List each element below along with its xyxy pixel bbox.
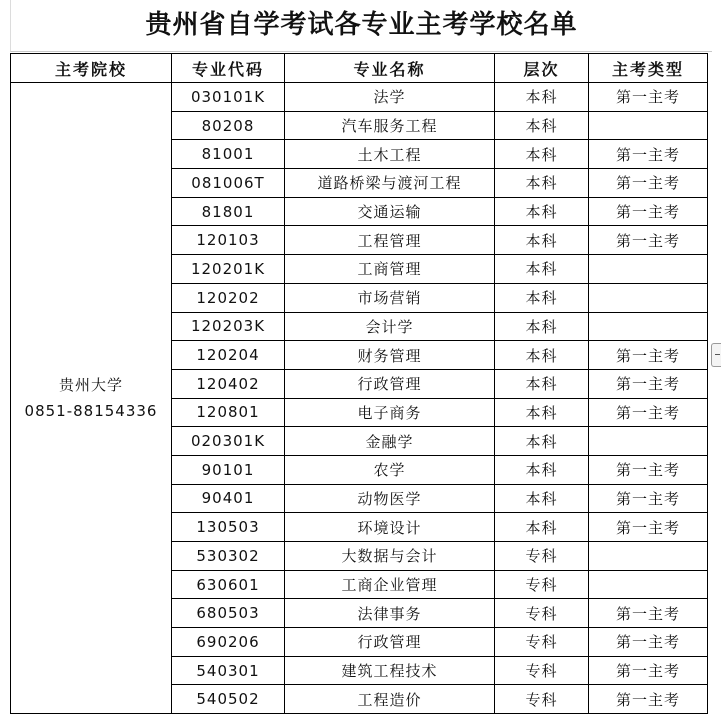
major-name-cell: 工程造价	[285, 685, 495, 714]
level-cell: 本科	[495, 312, 589, 341]
level-cell: 专科	[495, 542, 589, 571]
major-name-cell: 农学	[285, 455, 495, 484]
major-code-cell: 690206	[172, 628, 285, 657]
major-name-cell: 动物医学	[285, 484, 495, 513]
school-name: 贵州大学	[58, 376, 123, 395]
collapse-handle[interactable]	[711, 343, 721, 367]
header-type: 主考类型	[589, 54, 708, 83]
major-code-cell: 030101K	[172, 83, 285, 112]
level-cell: 专科	[495, 656, 589, 685]
header-major: 专业名称	[285, 54, 495, 83]
exam-type-cell: 第一主考	[589, 599, 708, 628]
major-code-cell: 020301K	[172, 427, 285, 456]
major-code-cell: 90401	[172, 484, 285, 513]
major-name-cell: 工程管理	[285, 226, 495, 255]
school-cell	[11, 83, 172, 714]
school-table	[10, 53, 708, 714]
header-code: 专业代码	[172, 54, 285, 83]
level-cell: 本科	[495, 398, 589, 427]
exam-type-cell: 第一主考	[589, 341, 708, 370]
major-code-cell: 80208	[172, 111, 285, 140]
major-code-cell: 120201K	[172, 255, 285, 284]
major-name-cell: 金融学	[285, 427, 495, 456]
major-name-cell: 工商管理	[285, 255, 495, 284]
major-name-cell: 土木工程	[285, 140, 495, 169]
level-cell: 本科	[495, 341, 589, 370]
header-school: 主考院校	[11, 54, 172, 83]
exam-type-cell: 第一主考	[589, 369, 708, 398]
exam-type-cell	[589, 312, 708, 341]
level-cell: 专科	[495, 628, 589, 657]
exam-type-cell: 第一主考	[589, 656, 708, 685]
exam-type-cell: 第一主考	[589, 140, 708, 169]
major-name-cell: 建筑工程技术	[285, 656, 495, 685]
major-name-cell: 大数据与会计	[285, 542, 495, 571]
major-code-cell: 120204	[172, 341, 285, 370]
exam-type-cell: 第一主考	[589, 83, 708, 112]
level-cell: 本科	[495, 169, 589, 198]
major-name-cell: 法学	[285, 83, 495, 112]
school-phone: 0851-88154336	[24, 402, 158, 421]
major-code-cell: 120402	[172, 369, 285, 398]
exam-type-cell: 第一主考	[589, 398, 708, 427]
major-name-cell: 工商企业管理	[285, 570, 495, 599]
major-code-cell: 540301	[172, 656, 285, 685]
exam-type-cell: 第一主考	[589, 169, 708, 198]
table-row	[11, 83, 708, 112]
exam-type-cell: 第一主考	[589, 513, 708, 542]
exam-type-cell: 第一主考	[589, 455, 708, 484]
major-code-cell: 90101	[172, 455, 285, 484]
major-code-cell: 130503	[172, 513, 285, 542]
level-cell: 本科	[495, 427, 589, 456]
major-name-cell: 财务管理	[285, 341, 495, 370]
exam-type-cell: 第一主考	[589, 628, 708, 657]
level-cell: 专科	[495, 570, 589, 599]
level-cell: 本科	[495, 255, 589, 284]
major-code-cell: 120202	[172, 283, 285, 312]
major-name-cell: 会计学	[285, 312, 495, 341]
exam-type-cell	[589, 570, 708, 599]
major-code-cell: 680503	[172, 599, 285, 628]
major-code-cell: 630601	[172, 570, 285, 599]
page-title: 贵州省自学考试各专业主考学校名单	[10, 0, 712, 52]
exam-type-cell: 第一主考	[589, 226, 708, 255]
level-cell: 本科	[495, 111, 589, 140]
major-name-cell: 电子商务	[285, 398, 495, 427]
major-code-cell: 081006T	[172, 169, 285, 198]
exam-type-cell	[589, 542, 708, 571]
level-cell: 本科	[495, 83, 589, 112]
major-code-cell: 81001	[172, 140, 285, 169]
major-name-cell: 法律事务	[285, 599, 495, 628]
exam-type-cell	[589, 283, 708, 312]
major-code-cell: 120103	[172, 226, 285, 255]
major-code-cell: 120801	[172, 398, 285, 427]
major-name-cell: 汽车服务工程	[285, 111, 495, 140]
major-name-cell: 市场营销	[285, 283, 495, 312]
exam-type-cell	[589, 255, 708, 284]
major-name-cell: 行政管理	[285, 369, 495, 398]
major-name-cell: 行政管理	[285, 628, 495, 657]
exam-type-cell: 第一主考	[589, 197, 708, 226]
major-code-cell: 530302	[172, 542, 285, 571]
exam-type-cell: 第一主考	[589, 685, 708, 714]
exam-type-cell: 第一主考	[589, 484, 708, 513]
header-level: 层次	[495, 54, 589, 83]
table-body	[11, 83, 708, 714]
level-cell: 本科	[495, 513, 589, 542]
header-row	[11, 54, 708, 83]
level-cell: 本科	[495, 369, 589, 398]
major-code-cell: 81801	[172, 197, 285, 226]
level-cell: 本科	[495, 484, 589, 513]
major-name-cell: 环境设计	[285, 513, 495, 542]
exam-type-cell	[589, 111, 708, 140]
major-name-cell: 道路桥梁与渡河工程	[285, 169, 495, 198]
major-code-cell: 120203K	[172, 312, 285, 341]
level-cell: 本科	[495, 140, 589, 169]
level-cell: 专科	[495, 599, 589, 628]
level-cell: 本科	[495, 455, 589, 484]
level-cell: 本科	[495, 283, 589, 312]
exam-type-cell	[589, 427, 708, 456]
level-cell: 本科	[495, 197, 589, 226]
level-cell: 专科	[495, 685, 589, 714]
major-code-cell: 540502	[172, 685, 285, 714]
major-name-cell: 交通运输	[285, 197, 495, 226]
level-cell: 本科	[495, 226, 589, 255]
